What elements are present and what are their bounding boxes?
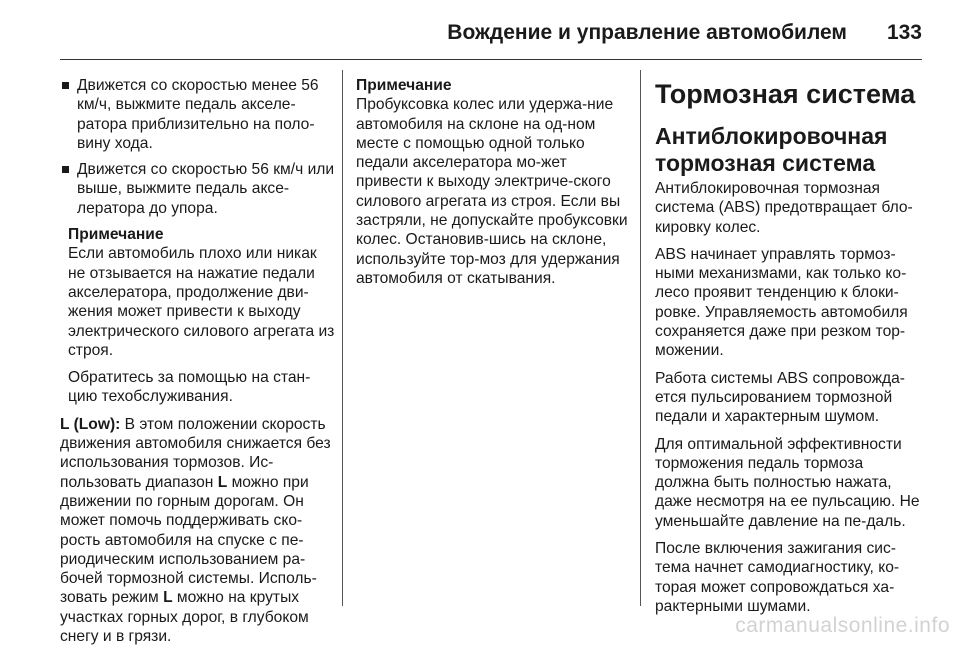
subsection-title: Антиблокировочная тормозная система	[655, 123, 888, 176]
note-title: Примечание	[356, 77, 452, 94]
low-range-bold-l: L	[217, 473, 228, 491]
note-text: Пробуксовка колес или удержа-ние автомобиля на склоне на од-ном месте с помощью одной только педали акселератора мо-жет привести к выходу электриче-ского силового агрегата из строя. Если вы застряли, не допускайте пробуксовки колес. Остановив-шись на склоне, используйте тор-моз для удержания автомобиля от скатывания.	[356, 96, 628, 287]
low-range-term: L (Low):	[60, 415, 121, 433]
low-range-text-a: В этом положении скорость движения автомобиля снижается без использования тормозов. Ис-пользовать диапазон	[60, 415, 331, 491]
paragraph: Антиблокировочная тормозная система (ABS) предотвращает бло-кировку колес.	[655, 180, 913, 236]
bullet-list	[60, 76, 336, 218]
paragraph: ABS начинает управлять тормоз-ными механизмами, как только ко-лесо проявит тенденцию к блоки-ровке. Управляемость автомобиля сохраняется даже при резком тор-можении.	[655, 245, 908, 360]
note-block	[60, 225, 336, 407]
column-divider-2	[640, 70, 641, 606]
column-2	[356, 76, 632, 296]
column-1	[60, 76, 336, 654]
paragraph: После включения зажигания сис-тема начнет самодиагностику, ко-торая может сопровождаться ха-рактерными шумами.	[655, 540, 900, 615]
running-head: Вождение и управление автомобилем	[447, 21, 847, 44]
column-divider-1	[342, 70, 343, 606]
note-text-2: Обратитесь за помощью на стан-цию техобслуживания.	[68, 369, 311, 406]
note-text: Если автомобиль плохо или никак не отзывается на нажатие педали акселератора, продолжение дви-жения может привести к выходу электрического силового агрегата из строя.	[68, 245, 335, 359]
page-header	[60, 16, 922, 50]
note-title: Примечание	[68, 226, 164, 244]
bullet-item: Движется со скоростью 56 км/ч или выше, выжмите педаль аксе-лератора до упора.	[60, 160, 336, 218]
low-range-paragraph	[60, 415, 336, 647]
low-range-text-b: можно при движении по горным дорогам. Он может помочь поддерживать ско-рость автомобиля на спуске с пе-риодическим использованием ра-бочей тормозной системы. Исполь-зовать режим	[60, 473, 317, 607]
section-title: Тормозная система	[655, 79, 916, 109]
low-range-bold-l: L	[163, 589, 173, 607]
header-rule	[60, 59, 922, 60]
watermark: carmanualsonline.info	[735, 614, 950, 637]
paragraph: Для оптимальной эффективности торможения педаль тормоза должна быть полностью нажата, даже несмотря на ее пульсацию. Не уменьшайте давление на пе-даль.	[655, 435, 920, 530]
paragraph: Работа системы ABS сопровожда-ется пульсированием тормозной педали и характерным шумом.	[655, 369, 905, 426]
low-range-text-c: можно на крутых участках горных дорог, в глубоком снегу и в грязи.	[60, 589, 309, 646]
column-3	[655, 76, 921, 624]
bullet-item: Движется со скоростью менее 56 км/ч, выжмите педаль акселе-ратора приблизительно на поло-вину хода.	[60, 76, 336, 153]
page-number: 133	[886, 21, 922, 44]
